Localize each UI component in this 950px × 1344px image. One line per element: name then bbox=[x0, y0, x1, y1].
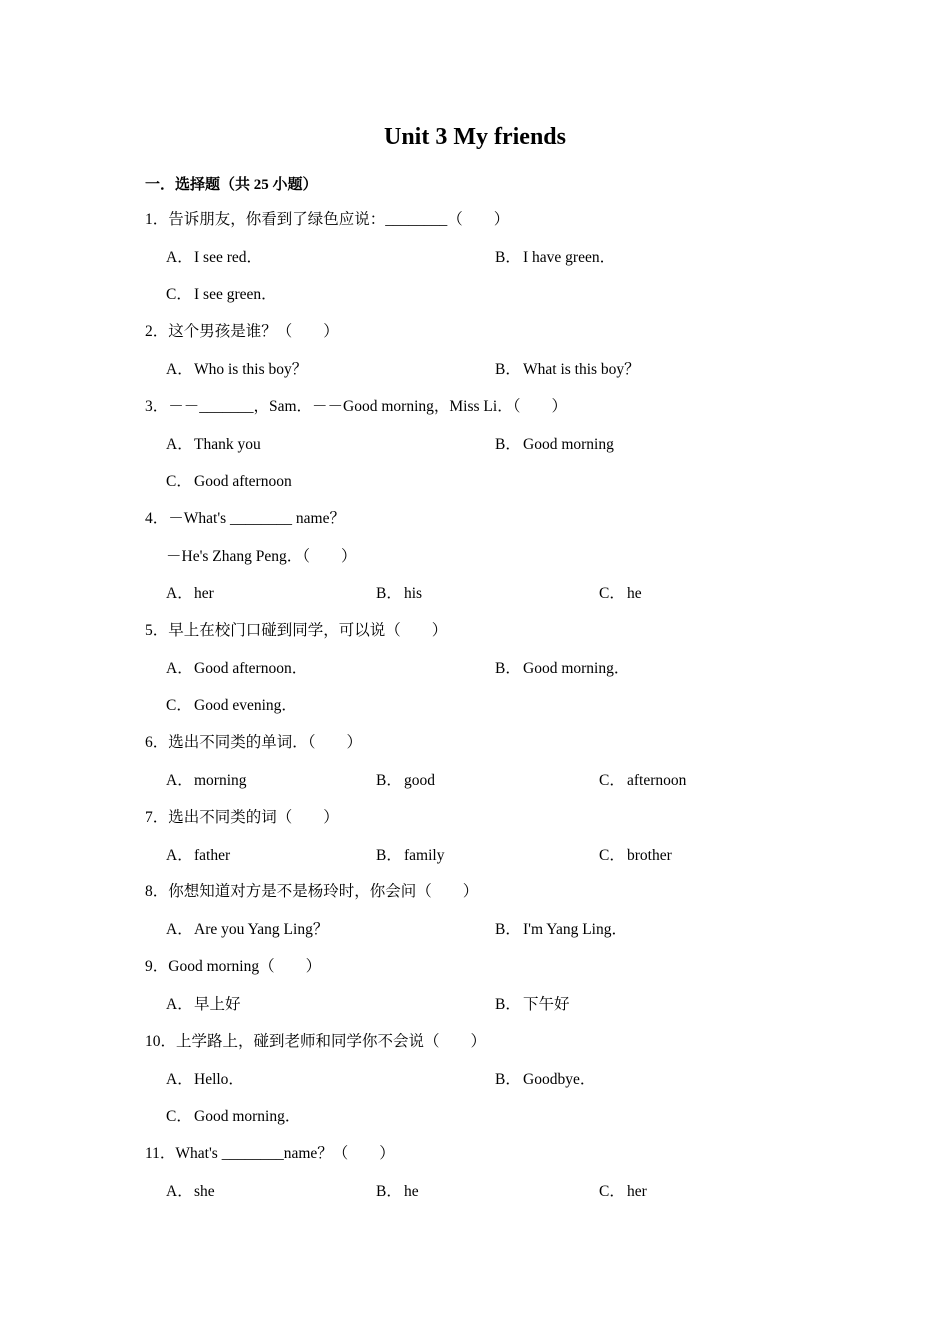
question-8-option-b[interactable] bbox=[495, 919, 627, 941]
question-4-stem: 4．－What's ________ name？ bbox=[145, 510, 345, 527]
option-text: I have green． bbox=[523, 249, 616, 266]
option-text: I'm Yang Ling． bbox=[523, 921, 627, 938]
question-8-stem: 8．你想知道对方是不是杨玲时，你会问（ ） bbox=[145, 883, 479, 900]
question-2-option-b[interactable] bbox=[495, 359, 640, 381]
option-letter: C． bbox=[166, 473, 192, 490]
question-3-stem: 3．－－_______，Sam．－－Good morning，Miss Li．（ ） bbox=[145, 398, 567, 415]
question-8-option-a[interactable] bbox=[166, 919, 328, 941]
question-1-option-a[interactable] bbox=[166, 247, 262, 269]
page-title: Unit 3 My friends bbox=[384, 124, 566, 150]
question-5-option-b[interactable] bbox=[495, 658, 629, 680]
section-heading: 一．选择题（共 25 小题） bbox=[145, 177, 318, 193]
question-10-option-c[interactable] bbox=[166, 1106, 300, 1128]
question-1-option-b[interactable] bbox=[495, 247, 615, 269]
question-3-option-a[interactable] bbox=[166, 434, 261, 456]
option-text: her bbox=[627, 1183, 647, 1200]
option-letter: A． bbox=[166, 921, 193, 938]
option-letter: B． bbox=[376, 772, 402, 789]
option-text: I see red． bbox=[194, 249, 262, 266]
question-7-option-b[interactable] bbox=[376, 845, 444, 867]
option-text: he bbox=[404, 1183, 419, 1200]
option-letter: B． bbox=[376, 847, 402, 864]
option-letter: B． bbox=[495, 1071, 521, 1088]
question-6-option-c[interactable] bbox=[599, 770, 686, 792]
question-9-option-b[interactable] bbox=[495, 994, 570, 1016]
option-letter: B． bbox=[376, 585, 402, 602]
question-9-option-a[interactable] bbox=[166, 994, 241, 1016]
option-letter: B． bbox=[495, 996, 521, 1013]
question-6-option-a[interactable] bbox=[166, 770, 247, 792]
option-letter: C． bbox=[599, 585, 625, 602]
option-text: Good afternoon． bbox=[194, 660, 308, 677]
question-3-option-b[interactable] bbox=[495, 434, 614, 456]
option-letter: A． bbox=[166, 1183, 193, 1200]
option-text: he bbox=[627, 585, 642, 602]
option-letter: C． bbox=[599, 772, 625, 789]
question-7-stem: 7．选出不同类的词（ ） bbox=[145, 809, 339, 826]
question-7-option-a[interactable] bbox=[166, 845, 230, 867]
option-text: family bbox=[404, 847, 445, 864]
option-letter: A． bbox=[166, 361, 193, 378]
option-letter: A． bbox=[166, 772, 193, 789]
option-text: Good evening． bbox=[194, 697, 297, 714]
option-letter: B． bbox=[495, 921, 521, 938]
option-text: she bbox=[194, 1183, 215, 1200]
question-4-option-a[interactable] bbox=[166, 583, 214, 605]
question-2-option-a[interactable] bbox=[166, 359, 307, 381]
option-letter: A． bbox=[166, 249, 193, 266]
question-5-option-a[interactable] bbox=[166, 658, 307, 680]
option-letter: C． bbox=[166, 697, 192, 714]
question-11-option-c[interactable] bbox=[599, 1181, 647, 1203]
question-5-option-c[interactable] bbox=[166, 695, 297, 717]
option-text: Who is this boy？ bbox=[194, 361, 308, 378]
option-letter: A． bbox=[166, 1071, 193, 1088]
question-7-option-c[interactable] bbox=[599, 845, 672, 867]
question-4-stem-line-2: －He's Zhang Peng．（ ） bbox=[166, 548, 357, 565]
question-10-option-b[interactable] bbox=[495, 1069, 595, 1091]
question-1-stem: 1．告诉朋友，你看到了绿色应说：________（ ） bbox=[145, 211, 510, 228]
option-letter: A． bbox=[166, 847, 193, 864]
option-letter: A． bbox=[166, 436, 193, 453]
option-text: Good morning bbox=[523, 436, 614, 453]
question-4-option-b[interactable] bbox=[376, 583, 422, 605]
option-letter: B． bbox=[376, 1183, 402, 1200]
option-text: Goodbye． bbox=[523, 1071, 596, 1088]
option-text: her bbox=[194, 585, 214, 602]
option-letter: A． bbox=[166, 585, 193, 602]
option-letter: C． bbox=[599, 847, 625, 864]
question-11-stem: 11．What's ________name？（ ） bbox=[145, 1145, 395, 1162]
option-text: morning bbox=[194, 772, 247, 789]
question-11-option-a[interactable] bbox=[166, 1181, 215, 1203]
option-text: Are you Yang Ling？ bbox=[194, 921, 329, 938]
option-text: good bbox=[404, 772, 435, 789]
question-5-stem: 5．早上在校门口碰到同学，可以说（ ） bbox=[145, 622, 448, 639]
option-letter: B． bbox=[495, 249, 521, 266]
option-text: I see green． bbox=[194, 286, 277, 303]
option-text: father bbox=[194, 847, 231, 864]
option-letter: B． bbox=[495, 436, 521, 453]
question-10-stem: 10．上学路上，碰到老师和同学你不会说（ ） bbox=[145, 1033, 487, 1050]
question-6-stem: 6．选出不同类的单词．（ ） bbox=[145, 734, 363, 751]
option-letter: C． bbox=[166, 1108, 192, 1125]
question-9-stem: 9．Good morning（ ） bbox=[145, 958, 322, 975]
option-text: his bbox=[404, 585, 423, 602]
option-text: 下午好 bbox=[523, 996, 570, 1013]
question-1-option-c[interactable] bbox=[166, 284, 277, 306]
option-text: Hello． bbox=[194, 1071, 244, 1088]
option-letter: B． bbox=[495, 660, 521, 677]
option-text: Good morning． bbox=[523, 660, 630, 677]
option-text: Good morning． bbox=[194, 1108, 301, 1125]
question-2-stem: 2．这个男孩是谁？（ ） bbox=[145, 323, 339, 340]
option-text: What is this boy？ bbox=[523, 361, 640, 378]
option-letter: C． bbox=[166, 286, 192, 303]
question-6-option-b[interactable] bbox=[376, 770, 435, 792]
option-letter: C． bbox=[599, 1183, 625, 1200]
question-11-option-b[interactable] bbox=[376, 1181, 419, 1203]
option-letter: A． bbox=[166, 660, 193, 677]
option-text: 早上好 bbox=[194, 996, 241, 1013]
question-4-option-c[interactable] bbox=[599, 583, 642, 605]
question-10-option-a[interactable] bbox=[166, 1069, 244, 1091]
option-letter: A． bbox=[166, 996, 193, 1013]
option-text: Good afternoon bbox=[194, 473, 292, 490]
option-text: Thank you bbox=[194, 436, 261, 453]
question-3-option-c[interactable] bbox=[166, 471, 292, 493]
option-text: afternoon bbox=[627, 772, 687, 789]
option-text: brother bbox=[627, 847, 672, 864]
option-letter: B． bbox=[495, 361, 521, 378]
